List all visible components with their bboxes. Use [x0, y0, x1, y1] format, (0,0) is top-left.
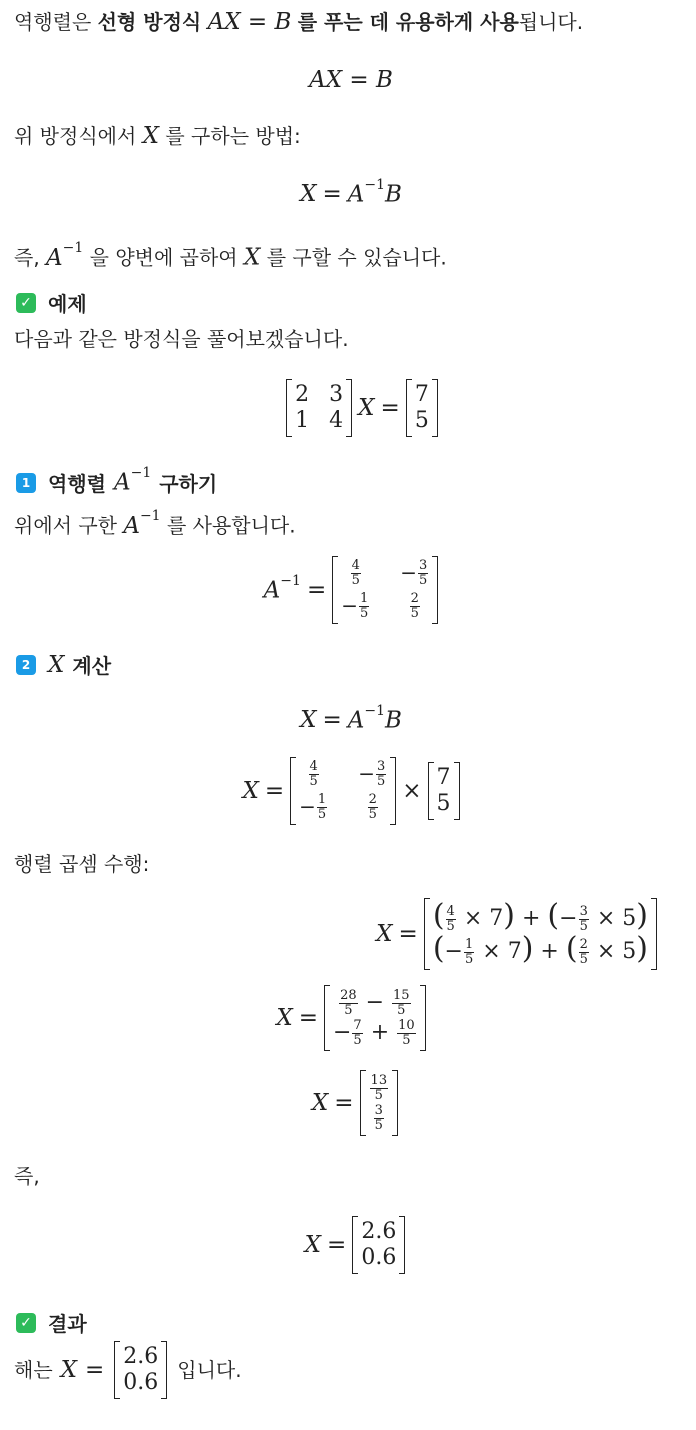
a-inverse-inline	[46, 240, 84, 271]
matrix-final-grid	[358, 1216, 399, 1274]
sym-x: X	[376, 921, 393, 947]
sym-eq: =	[306, 577, 327, 603]
sym-x: X	[304, 1232, 322, 1258]
equation-final	[0, 1212, 696, 1278]
result-title: 결과	[48, 1312, 87, 1336]
sup-inv: −1	[364, 176, 385, 193]
matrix-fractions-grid	[366, 1070, 393, 1136]
matrix-cell: 7	[436, 765, 451, 790]
example-text: 다음과 같은 방정식을 풀어보겠습니다.	[14, 327, 349, 351]
sym-eq: =	[85, 1357, 105, 1383]
matrix-ainv-grid	[296, 757, 390, 825]
var-x: X	[244, 244, 261, 271]
matrix-cell: − $\frac{3}{5}$	[400, 558, 428, 588]
step1-title-post: 구하기	[159, 472, 218, 496]
sym-eq: =	[334, 1090, 354, 1116]
step1-text	[14, 506, 296, 540]
sym-x: X	[311, 1090, 329, 1116]
matrix-simplified	[324, 985, 426, 1051]
matrix-expanded-grid	[430, 898, 651, 970]
sup-inv: −1	[139, 508, 161, 524]
matrix-b-grid	[434, 762, 454, 820]
a-inverse	[263, 572, 301, 604]
sym-eq: =	[380, 395, 400, 421]
matrix-cell: − $\frac{1}{5}$	[341, 591, 369, 621]
matrix-cell: ( $\frac{4}{5}$ × 7) + (− $\frac{3}{5}$ × 5)	[432, 898, 648, 934]
matrix-a-inverse	[290, 757, 396, 825]
sym-eq: =	[327, 1232, 347, 1258]
so-text: 즉,	[14, 245, 40, 270]
matrix-cell: $\frac{13}{5}$	[370, 1072, 388, 1103]
sym-eq: =	[298, 1005, 318, 1031]
sym-x: X	[276, 1005, 293, 1031]
equation-ax-b	[0, 62, 696, 98]
matrix-cell: $\frac{2}{5}$	[368, 792, 377, 822]
check-icon: ✓	[16, 293, 36, 313]
sym-x: X	[60, 1357, 78, 1383]
equation-x-ainv-b	[0, 176, 696, 212]
matrix-cell: 4	[329, 408, 344, 433]
matrix-cell: 2.6	[123, 1344, 159, 1369]
matrix-final-grid	[120, 1341, 161, 1399]
matrix-cell: $\frac{28}{5}$ − $\frac{15}{5}$	[340, 987, 410, 1018]
step1-header	[16, 465, 218, 497]
matrix-cell: 7	[414, 382, 429, 407]
sym-eq: =	[322, 181, 342, 207]
matrix-fractions	[360, 1070, 399, 1136]
equation-x-ainv-b-2	[0, 702, 696, 738]
bracket-right	[454, 762, 460, 820]
check-icon: ✓	[16, 1313, 36, 1333]
method-text-post: 를 구하는 방법:	[165, 124, 301, 148]
matrix-final	[352, 1216, 405, 1274]
sup-inv: −1	[130, 465, 152, 482]
step-number-icon: 2	[16, 655, 36, 675]
bracket-right	[390, 757, 396, 825]
method-text: 위 방정식에서	[14, 124, 137, 148]
matrix-cell: 0.6	[123, 1370, 159, 1395]
bracket-right	[346, 379, 352, 437]
var-x: X	[48, 651, 65, 678]
equation-simplified	[0, 984, 696, 1052]
step-number-icon: 1	[16, 473, 36, 493]
multiply-text-post: 를 구할 수 있습니다.	[266, 245, 447, 270]
sym-eq: =	[398, 921, 418, 947]
matrix-b	[406, 379, 438, 437]
sym-b: B	[385, 181, 402, 208]
a-inverse	[347, 702, 402, 734]
equation-a-inverse	[0, 556, 696, 624]
sym-times: ×	[402, 778, 422, 804]
matrix-cell: 5	[436, 791, 451, 816]
matrix-cell: $\frac{2}{5}$	[410, 591, 419, 621]
sym-eq: =	[322, 707, 342, 733]
example-header	[16, 288, 87, 317]
sym-b: B	[385, 707, 402, 734]
so-text: 즉,	[14, 1164, 40, 1188]
sym-a: A	[113, 469, 131, 496]
step1-text-post: 를 사용합니다.	[166, 513, 296, 538]
sup-inv: −1	[364, 702, 385, 719]
matrix-cell: − $\frac{1}{5}$	[299, 792, 327, 822]
sym-eq: =	[264, 778, 285, 804]
matrix-cell: $\frac{3}{5}$	[374, 1102, 383, 1133]
step1-title: 역행렬	[48, 472, 106, 496]
example-title: 예제	[48, 292, 87, 316]
matrix-cell: 2.6	[361, 1219, 397, 1244]
sup-inv: −1	[280, 572, 301, 589]
bracket-right	[399, 1216, 405, 1274]
method-line	[14, 122, 301, 150]
intro-end: 됩니다.	[518, 10, 584, 34]
matrix-cell: $\frac{4}{5}$	[351, 558, 360, 588]
bracket-right	[432, 556, 438, 624]
equation-example	[0, 376, 696, 440]
intro-bold-1: 선형 방정식	[97, 10, 202, 34]
result-text-post: 입니다.	[177, 1358, 242, 1382]
matrix-b	[428, 762, 460, 820]
step2-header	[16, 650, 111, 679]
matrix-cell: 2	[295, 382, 310, 407]
sym-a: A	[347, 707, 365, 734]
sym-a: A	[347, 181, 365, 208]
result-text-pre: 해는	[14, 1358, 53, 1382]
sym-a: A	[123, 512, 140, 539]
matrix-cell: (− $\frac{1}{5}$ × 7) + ( $\frac{2}{5}$ × 5)	[432, 931, 648, 967]
var-x: X	[142, 123, 160, 149]
intro-math: AX = B	[207, 9, 292, 35]
sym-x: X	[358, 395, 375, 421]
mult-text: 행렬 곱셈 수행:	[14, 852, 150, 876]
equation-expanded	[0, 898, 660, 970]
sym-a: A	[263, 577, 281, 604]
step1-text-pre: 위에서 구한	[14, 513, 117, 538]
matrix-cell: − $\frac{3}{5}$	[358, 759, 386, 789]
matrix-cell: $\frac{4}{5}$	[309, 759, 318, 789]
equation-x-product	[0, 758, 696, 824]
matrix-cell: 0.6	[361, 1245, 397, 1270]
bracket-right	[420, 985, 426, 1051]
matrix-a-grid	[292, 379, 346, 437]
matrix-a-inverse	[332, 556, 438, 624]
matrix-simplified-grid	[330, 985, 420, 1051]
matrix-cell: − $\frac{7}{5}$ + $\frac{10}{5}$	[332, 1017, 415, 1048]
intro-line	[14, 8, 583, 36]
matrix-expanded	[424, 898, 657, 970]
intro-bold-2: 를 푸는 데 유용하게 사용	[297, 10, 519, 34]
multiply-line	[14, 238, 447, 272]
eq-text: AX = B	[309, 67, 393, 93]
matrix-a	[286, 379, 352, 437]
matrix-cell: 5	[414, 408, 429, 433]
matrix-cell: 1	[295, 408, 310, 433]
sym-x: X	[242, 778, 259, 804]
matrix-ainv-grid	[338, 556, 432, 624]
multiply-text: 을 양변에 곱하여	[89, 245, 238, 270]
equation-fractions	[0, 1070, 696, 1136]
sup-inv: −1	[62, 240, 84, 256]
matrix-b-grid	[412, 379, 432, 437]
sym-x: X	[300, 707, 317, 733]
sym-a: A	[46, 244, 63, 271]
intro-text: 역행렬은	[14, 10, 98, 34]
a-inverse-inline	[123, 508, 161, 539]
a-inverse	[347, 176, 402, 208]
bracket-right	[392, 1070, 398, 1136]
matrix-final	[114, 1341, 167, 1399]
step2-title: 계산	[72, 654, 112, 678]
result-header	[16, 1308, 87, 1337]
a-inverse-title	[113, 465, 152, 496]
bracket-right	[432, 379, 438, 437]
bracket-right	[161, 1341, 167, 1399]
bracket-right	[651, 898, 657, 970]
matrix-cell: 3	[329, 382, 344, 407]
result-line	[14, 1336, 242, 1404]
sym-x: X	[300, 181, 317, 207]
